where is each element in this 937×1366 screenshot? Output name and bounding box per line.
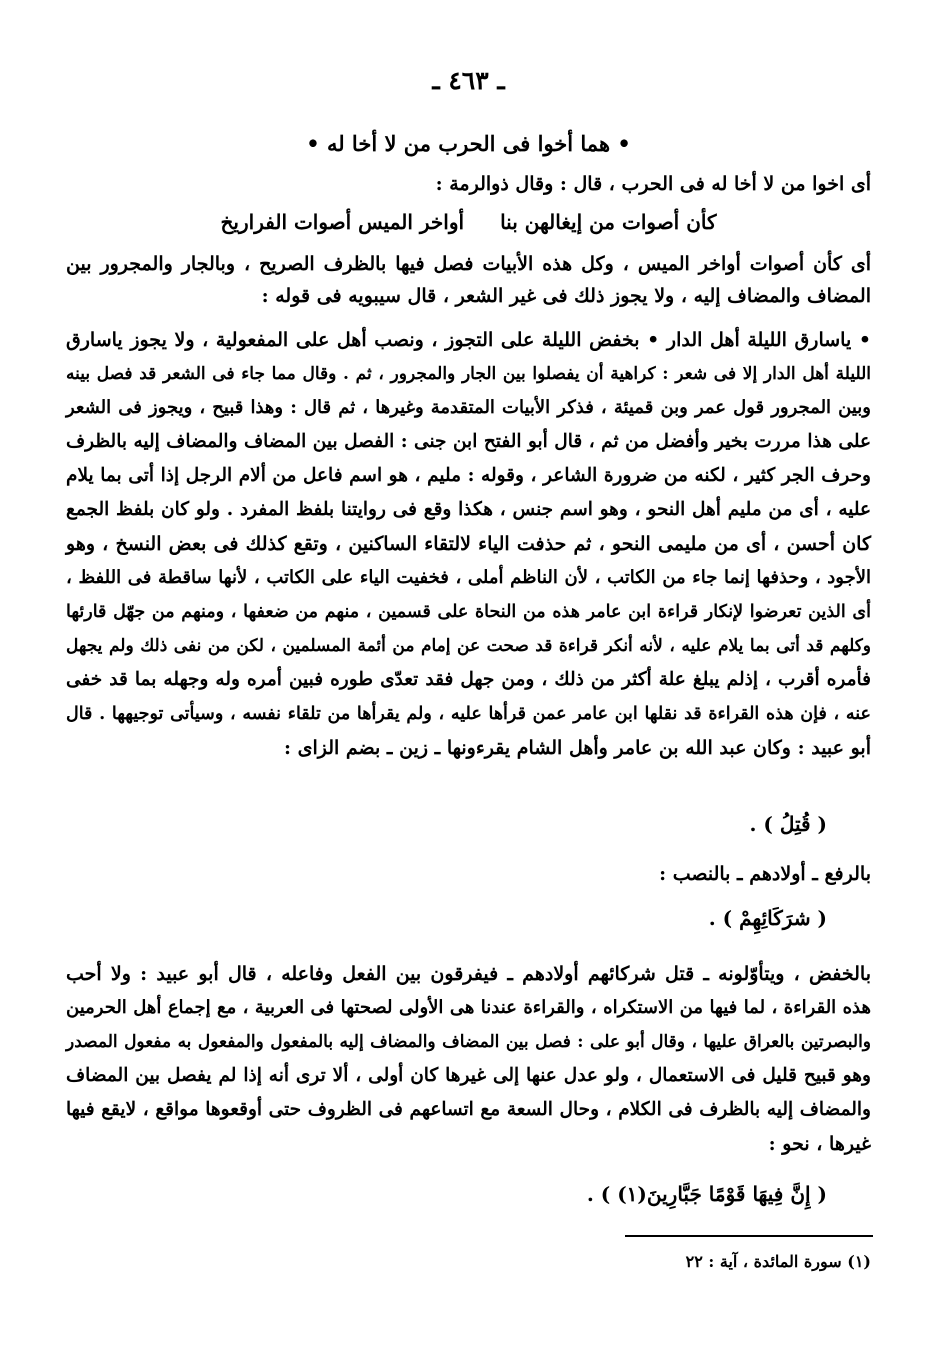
quran-citation-shurakaihim: ( شرَكَائِهِمْ ) . bbox=[708, 906, 827, 930]
text-line: عليه ، أى من مليم أهل النحو ، وهو اسم جنس ، هكذا وقع فى روايتنا بلفظ المفرد . ولو كان بلفظ الجمع bbox=[66, 499, 871, 520]
text-line: والبصرتين بالعراق عليها ، وقال أبو على : فصل بين المضاف والمضاف إليه بالمفعول والمفعول به مفعول المصدر bbox=[66, 1032, 871, 1052]
text-line: على هذا مررت بخير وأفضل من ثم ، قال أبو الفتح ابن جنى : الفصل بين المضاف والمضاف إليه بالظرف bbox=[66, 431, 871, 452]
text-line: عنه ، فإن هذه القراءة قد نقلها ابن عامر عمن قرأها عليه ، ولم يقرأها من تلقاء نفسه ، وسيأتى توجيهها . قال bbox=[66, 704, 871, 724]
quran-citation-jabbarin: ( إِنَّ فِيهَا قَوْمًا جَبَّارِينَ(١) ) . bbox=[586, 1182, 827, 1206]
text-line: وهو قبيح قليل فى الاستعمال ، ولو عدل عنها إلى غيرها كان أولى ، ألا ترى أنه إذا لم يفصل بين المضاف bbox=[66, 1065, 871, 1086]
text-line: كان أحسن ، أى من مليمى النحو ، ثم حذفت الياء لالتقاء الساكنين ، وتقع كذلك فى بعض النسخ ، وهو bbox=[66, 533, 871, 555]
text-line: غيرها ، نحو : bbox=[768, 1133, 871, 1155]
text-line: الليلة أهل الدار إلا فى شعر : كراهية أن يفصلوا بين الجار والمجرور ، ثم . وقال مما جاء فى الشعر قد فصل بينه bbox=[66, 364, 871, 384]
text-line: والمضاف إليه بالظرف فى الكلام ، وحال السعة مع اتساعهم فى الظروف حتى أوقعوها مواقع ، لايقع فيها bbox=[66, 1099, 871, 1120]
footnote-divider bbox=[625, 1235, 873, 1237]
page-number: ـ ٤٦٣ ـ bbox=[432, 66, 505, 95]
verse-first-hemistich: كأن أصوات من إيغالهن بنا bbox=[500, 210, 717, 234]
text-line: أى كأن أصوات أواخر الميس ، وكل هذه الأبيات فصل فيها بالظرف الصريح ، وبالجار والمجرور بين bbox=[66, 253, 871, 275]
text-line: الأجود ، وحذفها إنما جاء من الكاتب ، لأن الناظم أملى ، فخفيت الياء على الكاتب ، لأنها ساقطة فى اللفظ ، bbox=[66, 567, 871, 588]
text-line: المضاف والمضاف إليه ، ولا يجوز ذلك فى غير الشعر ، قال سيبويه فى قوله : bbox=[261, 285, 871, 307]
text-line: أى الذين تعرضوا لإنكار قراءة ابن عامر هذه من النحاة على قسمين ، منهم من ضعفها ، ومنهم من جهّل قارئها bbox=[66, 602, 871, 622]
text-line: هذه القراءة ، لما فيها من الاستكراه ، والقراءة عندنا هى الأولى لصحتها فى العربية ، مع إجماع أهل الحرمين bbox=[66, 997, 871, 1018]
text-line: • ياسارق الليلة أهل الدار • بخفض الليلة على التجوز ، ونصب أهل على المفعولية ، ولا يجوز ياسارق bbox=[66, 329, 871, 351]
text-line: بالخفض ، ويتأوّلونه ـ قتل شركائهم أولادهم ـ فيفرقون بين الفعل وفاعله ، قال أبو عبيد : ولا أحب bbox=[66, 963, 871, 985]
text-line: وحرف الجر كثير ، لكنه من ضرورة الشاعر ، وقوله : مليم ، هو اسم فاعل من ألام الرجل إذا أتى بما يلام bbox=[66, 465, 871, 486]
verse-second-hemistich: أواخر الميس أصوات الفراريخ bbox=[220, 210, 465, 234]
footnote: (١) سورة المائدة ، آية : ٢٢ bbox=[685, 1252, 871, 1271]
heading-verse: • هما أخوا فى الحرب من لا أخا له • bbox=[306, 131, 631, 156]
text-line: وكلهم قد أتى بما يلام عليه ، لأنه أنكر قراءة قد صحت عن إمام من أئمة المسلمين ، لكن من نفى ذلك ولم يجهل bbox=[66, 636, 871, 656]
text-line: بالرفع ـ أولادهم ـ بالنصب : bbox=[659, 863, 871, 885]
text-line: أبو عبيد : وكان عبد الله بن عامر وأهل الشام يقرءونها ـ زين ـ بضم الزاى : bbox=[283, 737, 871, 759]
text-line: فأمره أقرب ، إذلم يبلغ علة أكثر من ذلك ، ومن جهل فقد تعدّى طوره فبين أمره وله وجهله بما قد خفى bbox=[66, 669, 871, 690]
text-line: وبين المجرور قول عمر وبن قميئة ، فذكر الأبيات المتقدمة وغيرها ، ثم قال : وهذا قبيح ، ويجوز فى الشعر bbox=[66, 397, 871, 418]
quran-citation-qatl: ( قُتِلُ ) . bbox=[749, 812, 827, 836]
intro-line: أى اخوا من لا أخا له فى الحرب ، قال : وقال ذوالرمة : bbox=[435, 173, 871, 195]
poetry-verse bbox=[0, 206, 937, 238]
